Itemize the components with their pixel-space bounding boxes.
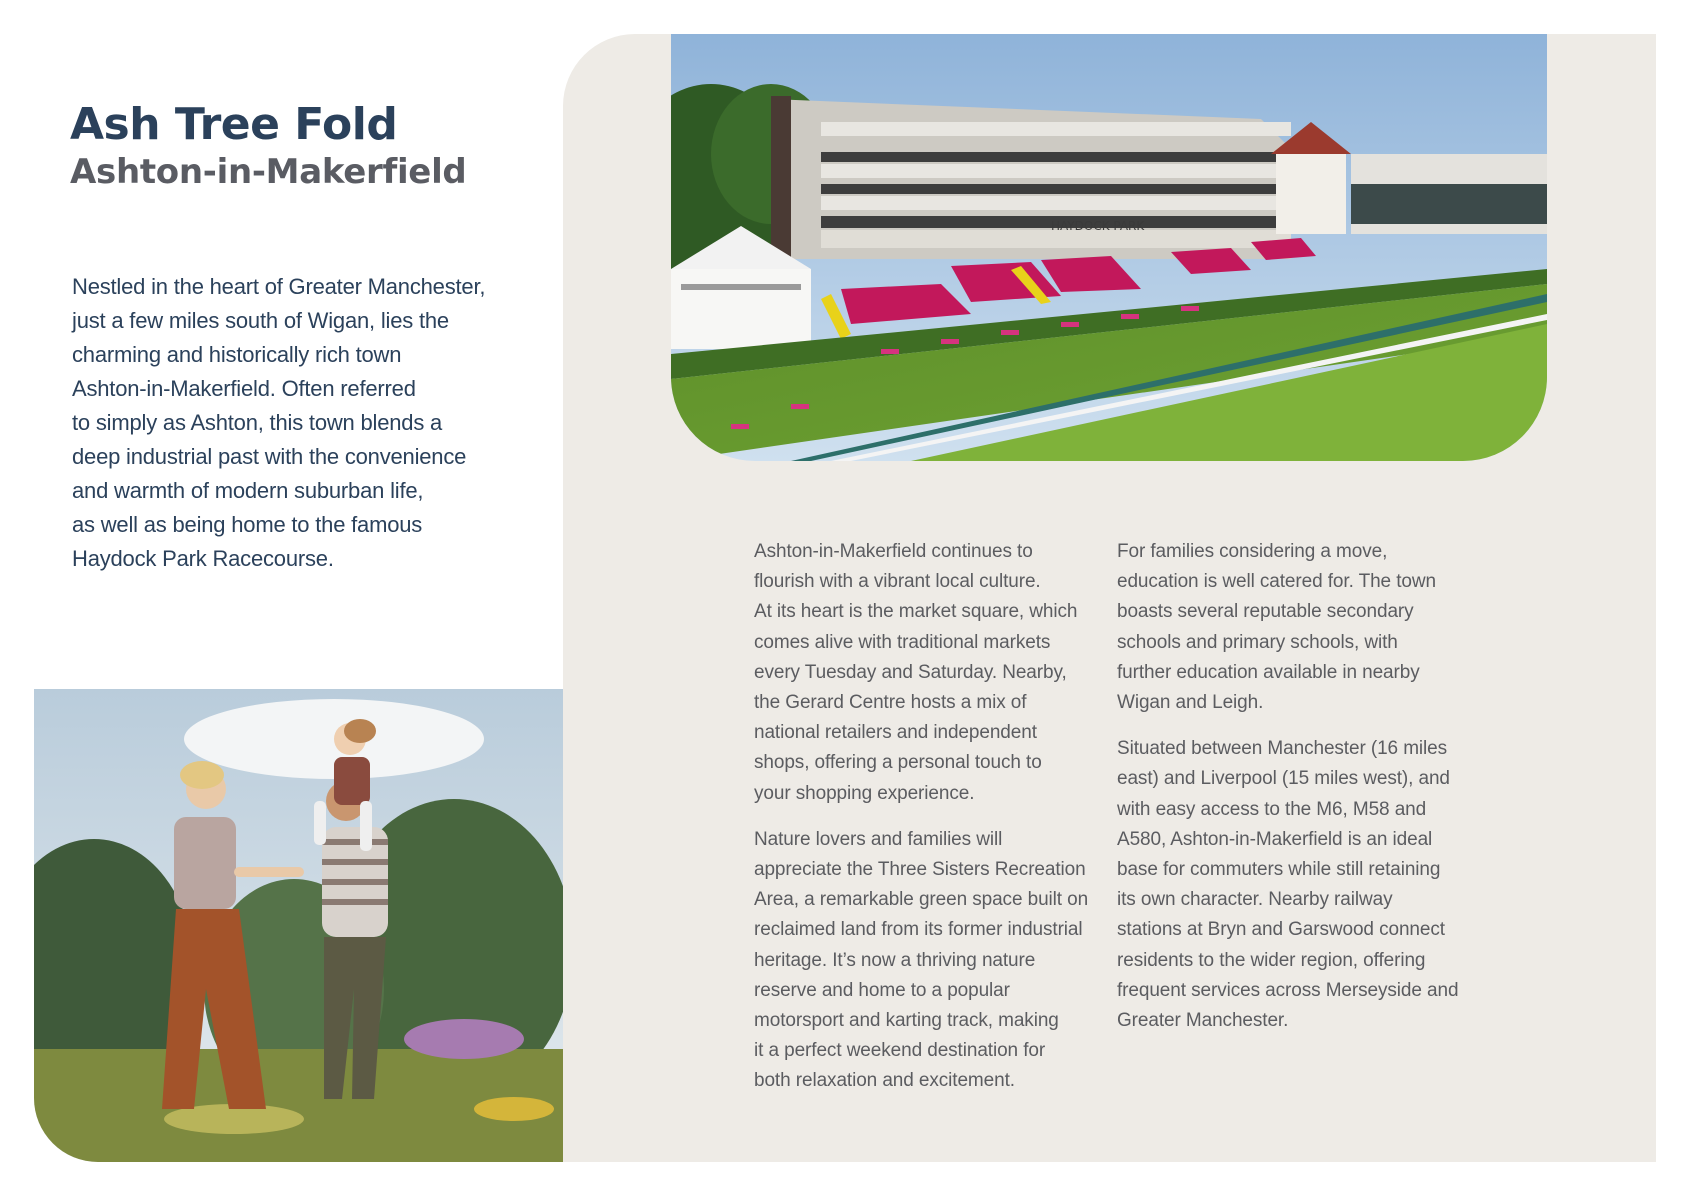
racecourse-photo: [671, 34, 1547, 461]
family-illustration: [34, 689, 563, 1162]
racecourse-illustration: [671, 34, 1547, 461]
page-subtitle: Ashton-in-Makerfield: [70, 152, 467, 192]
paragraph-education: For families considering a move, education is well catered for. The town boasts several reputable secondary schools and primary schools, with further education available in nearby Wigan and Leigh.: [1117, 541, 1436, 714]
body-column-left: [754, 537, 1116, 1113]
racecourse-sign: HAYDOCK PARK: [1051, 219, 1145, 233]
page-title: Ash Tree Fold: [70, 99, 398, 150]
paragraph-nature: Nature lovers and families will appreciate the Three Sisters Recreation Area, a remarkable green space built on reclaimed land from its former industrial heritage. It’s now a thriving nature reserve and home to a popular motorsport and karting track, making it a perfect weekend destination for both relaxation and excitement.: [754, 828, 1089, 1092]
intro-paragraph: Nestled in the heart of Greater Manchester, just a few miles south of Wigan, lies the charming and historically rich town Ashton-in-Makerfield. Often referred to simply as Ashton, this town blends a deep industrial past with the convenience and warmth of modern suburban life, as well as being home to the famous Haydock Park Racecourse.: [72, 274, 486, 571]
family-photo: [34, 689, 563, 1162]
paragraph-local-culture: Ashton-in-Makerfield continues to flourish with a vibrant local culture. At its heart is the market square, which comes alive with traditional markets every Tuesday and Saturday. Nearby, the Gerard Centre hosts a mix of national retailers and independent shops, offering a personal touch to your shopping experience.: [754, 541, 1078, 804]
body-column-right: [1117, 537, 1479, 1052]
paragraph-transport: Situated between Manchester (16 miles east) and Liverpool (15 miles west), and with easy access to the M6, M58 and A580, Ashton-in-Makerfield is an ideal base for commuters while still retaining its own character. Nearby railway stations at Bryn and Garswood connect residents to the wider region, offering frequent services across Merseyside and Greater Manchester.: [1117, 738, 1459, 1032]
